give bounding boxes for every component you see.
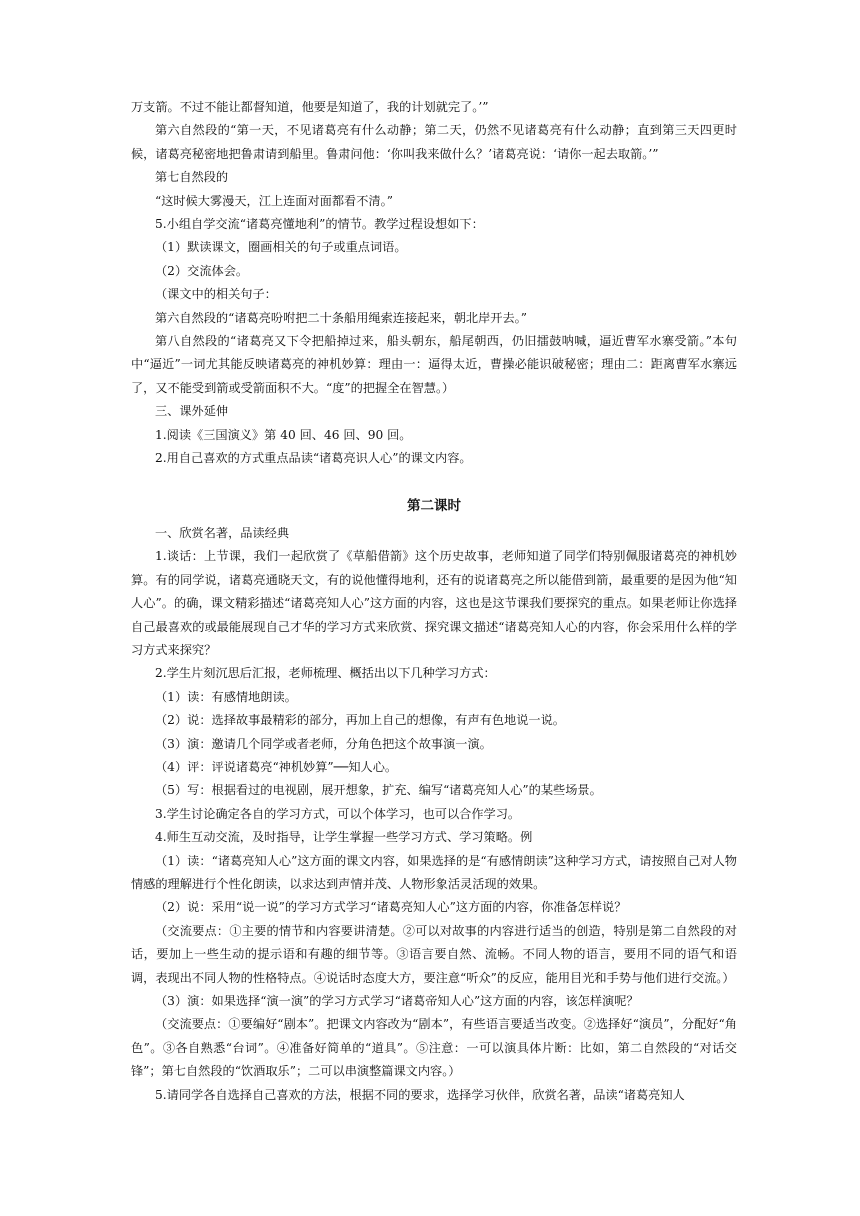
paragraph: （2）说：采用“说一说”的学习方式学习“诸葛亮知人心”这方面的内容，你准备怎样说？	[155, 900, 627, 915]
quote: “这时候大雾漫天，江上连面对面都看不清。”	[155, 193, 393, 208]
paragraph: 第七自然段的	[155, 170, 229, 185]
lesson-title: 第二课时	[407, 497, 461, 514]
paragraph: （3）演：如果选择“演一演”的学习方式学习“诸葛帝知人心”这方面的内容，该怎样演呢？	[155, 994, 639, 1009]
paragraph: 万支箭。不过不能让都督知道，他要是知道了，我的计划就完了。’”	[131, 100, 489, 114]
list-item: （1）默读课文，圈画相关的句子或重点词语。	[155, 240, 407, 255]
paragraph: （交流要点：①要编好“剧本”。把课文内容改为“剧本”，有些语言要适当改变。②选择好“演员”，分配好“角色”。③各自熟悉“台词”。④准备好简单的“道具”。⑤注意：一可以演具体片断：比如，第二自然段的“对话交锋”；第七自然段的“饮酒取乐”；二可以串演整篇课文内容。）	[131, 1017, 737, 1079]
list-item: 1.阅读《三国演义》第 40 回、46 回、90 回。	[155, 427, 412, 442]
paragraph: （课文中的相关句子：	[155, 287, 277, 302]
list-item: （2）说：选择故事最精彩的部分，再加上自己的想像，有声有色地说一说。	[155, 713, 565, 728]
section-heading: 一、欣赏名著，品读经典	[155, 525, 290, 540]
document-page	[131, 96, 737, 1107]
paragraph: 5.小组自学交流“诸葛亮懂地利”的情节。教学过程设想如下：	[155, 217, 484, 232]
paragraph: 5.请同学各自选择自己喜欢的方法，根据不同的要求，选择学习伙伴，欣赏名著，品读“诸葛亮知人	[155, 1087, 685, 1102]
list-item: （4）评：评说诸葛亮“神机妙算”──知人心。	[155, 759, 398, 774]
list-item: （2）交流体会。	[155, 263, 249, 278]
spacer	[131, 471, 737, 481]
paragraph: 3.学生讨论确定各自的学习方式，可以个体学习，也可以合作学习。	[155, 806, 521, 821]
paragraph: 4.师生互动交流，及时指导，让学生掌握一些学习方式、学习策略。例	[155, 830, 533, 845]
list-item: （5）写：根据看过的电视剧，展开想象，扩充、编写“诸葛亮知人心”的某些场景。	[155, 783, 602, 798]
paragraph: 第六自然段的“第一天，不见诸葛亮有什么动静；第二天，仍然不见诸葛亮有什么动静；直到第三天四更时候，诸葛亮秘密地把鲁肃请到船里。鲁肃问他：‘你叫我来做什么？’诸葛亮说：‘请你一起去取箭。’”	[131, 123, 737, 161]
list-item: 2.用自己喜欢的方式重点品读“诸葛亮识人心”的课文内容。	[155, 451, 472, 466]
paragraph: 2.学生片刻沉思后汇报，老师梳理、概括出以下几种学习方式：	[155, 666, 496, 681]
list-item: （1）读：有感情地朗读。	[155, 689, 297, 704]
paragraph: 第八自然段的“诸葛亮又下令把船掉过来，船头朝东，船尾朝西，仍旧擂鼓呐喊，逼近曹军水寨受箭。”本句中“逼近”一词尤其能反映诸葛亮的神机妙算：理由一：逼得太近，曹操必能识破秘密；理由二：距离曹军水寨远了，又不能受到箭或受箭面积不大。“度”的把握全在智慧。）	[131, 334, 737, 395]
paragraph: 1.谈话：上节课，我们一起欣赏了《草船借箭》这个历史故事，老师知道了同学们特别佩服诸葛亮的神机妙算。有的同学说，诸葛亮通晓天文，有的说他懂得地利，还有的说诸葛亮之所以能借到箭，最重要的是因为他“知人心”。的确，课文精彩描述“诸葛亮知人心”这方面的内容，这也是这节课我们要探究的重点。如果老师让你选择自己最喜欢的或最能展现自己才华的学习方式来欣赏、探究课文描述“诸葛亮知人心的内容，你会采用什么样的学习方式来探究？	[131, 549, 737, 657]
paragraph: （交流要点：①主要的情节和内容要讲清楚。②可以对故事的内容进行适当的创造，特别是第二自然段的对话，要加上一些生动的提示语和有趣的细节等。③语言要自然、流畅。不同人物的语言，要用不同的语气和语调，表现出不同人物的性格特点。④说话时态度大方，要注意“听众”的反应，能用目光和手势与他们进行交流。）	[131, 923, 737, 985]
section-heading: 三、课外延伸	[155, 404, 229, 419]
paragraph: 第六自然段的“诸葛亮吩咐把二十条船用绳索连接起来，朝北岸开去。”	[155, 310, 527, 325]
list-item: （3）演：邀请几个同学或者老师，分角色把这个故事演一演。	[155, 736, 492, 751]
paragraph: （1）读：“诸葛亮知人心”这方面的课文内容，如果选择的是“有感情朗读”这种学习方式，请按照自己对人物情感的理解进行个性化朗读，以求达到声情并茂、人物形象活灵活现的效果。	[131, 853, 737, 891]
